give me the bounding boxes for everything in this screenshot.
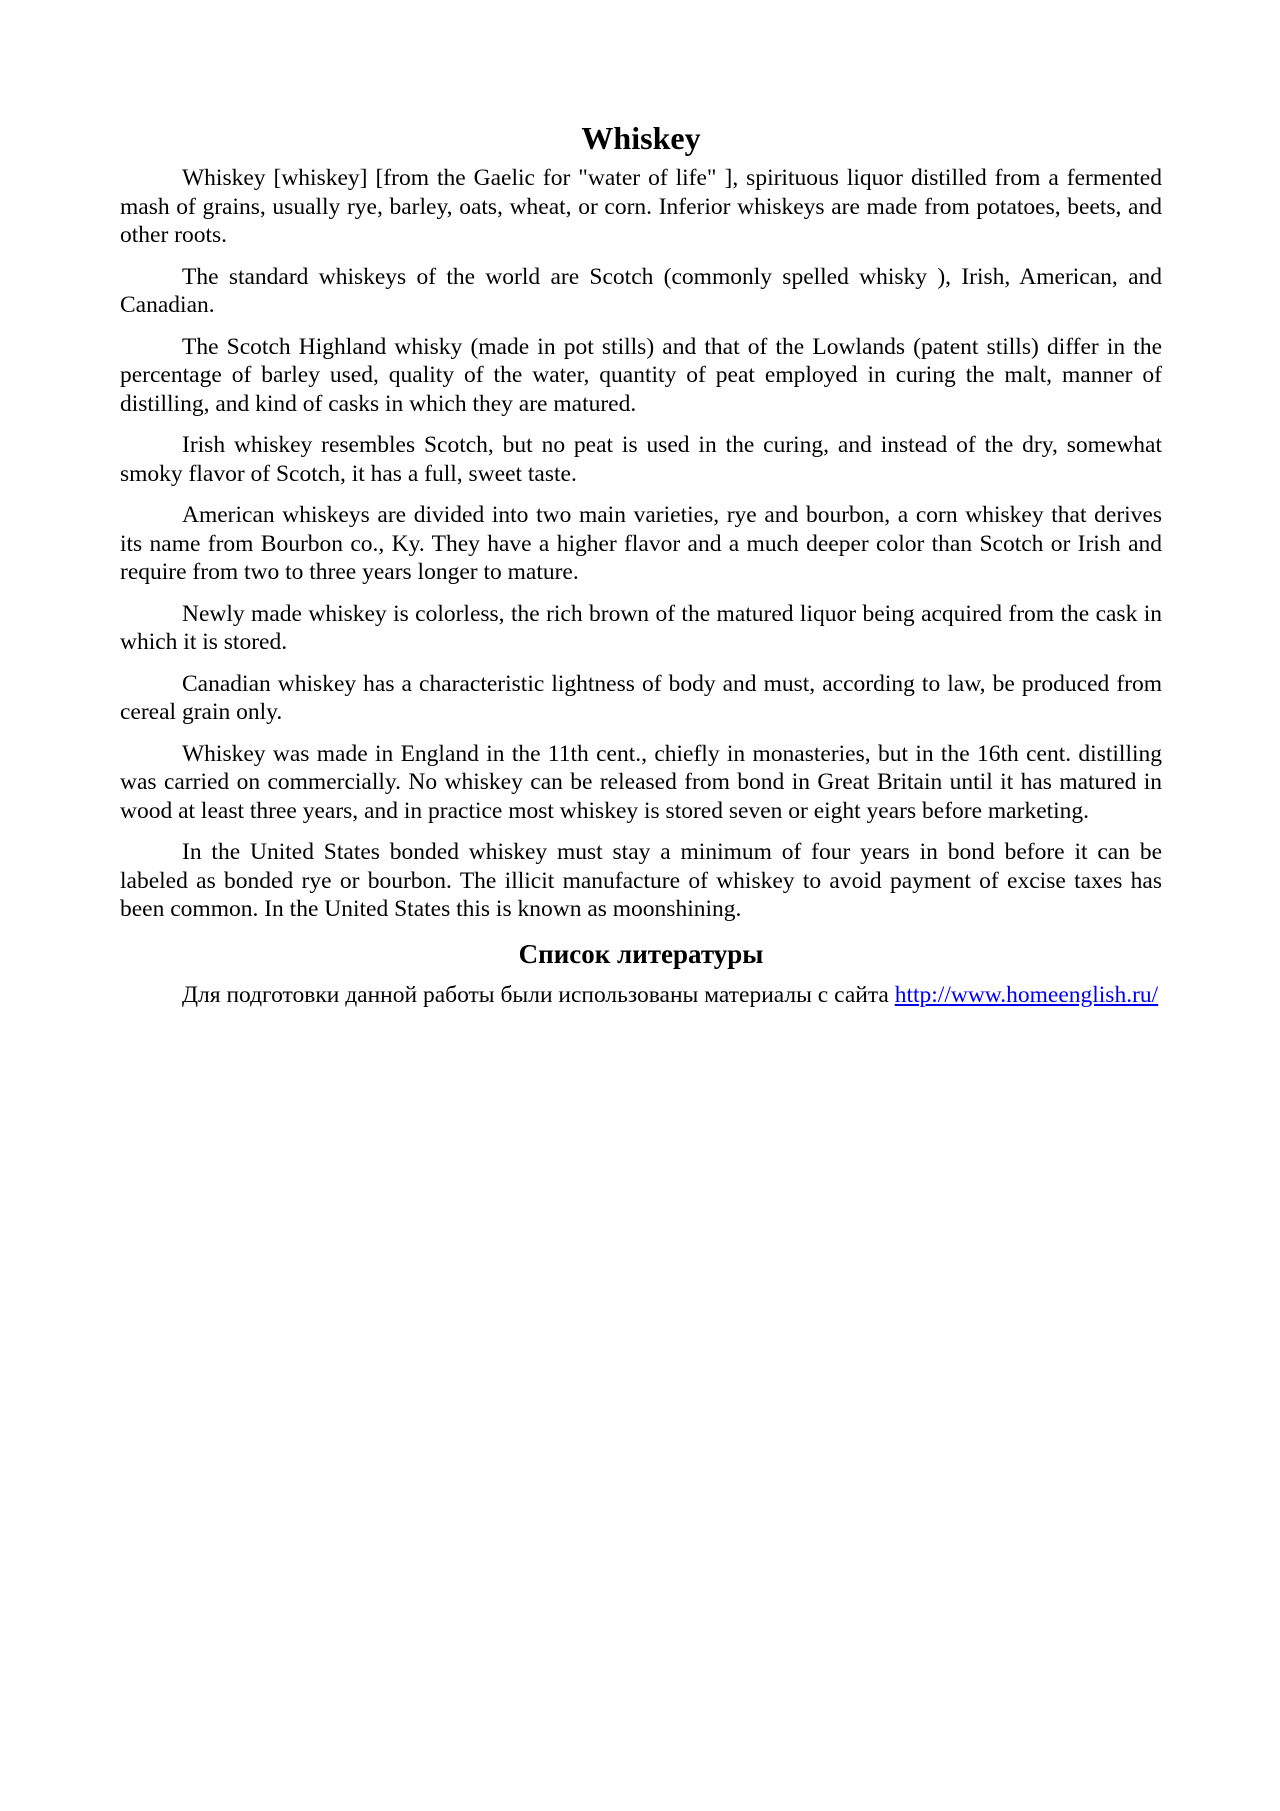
paragraph-irish: Irish whiskey resembles Scotch, but no peat is used in the curing, and instead of the dry, somewhat smoky flavor of Scotch, it has a full, sweet taste.: [120, 432, 1162, 487]
paragraph-canadian: Canadian whiskey has a characteristic lightness of body and must, according to law, be produced from cereal grain only.: [120, 670, 1162, 725]
paragraph-england: Whiskey was made in England in the 11th cent., chiefly in monasteries, but in the 16th cent. distilling was carried on commercially. No whiskey can be released from bond in Great Britain until it has matured in wood at least three years, and in practice most whiskey is stored seven or eight years before marketing.: [120, 740, 1162, 824]
paragraph-united-states: In the United States bonded whiskey must stay a minimum of four years in bond before it can be labeled as bonded rye or bourbon. The illicit manufacture of whiskey to avoid payment of excise taxes has been common. In the United States this is known as moonshining.: [120, 839, 1162, 922]
paragraph-newly-made: Newly made whiskey is colorless, the rich brown of the matured liquor being acquired from the cask in which it is stored.: [120, 600, 1162, 655]
paragraph-american: American whiskeys are divided into two main varieties, rye and bourbon, a corn whiskey that derives its name from Bourbon co., Ky. They have a higher flavor and a much deeper color than Scotch or Irish and require from two to three years longer to mature.: [120, 502, 1162, 585]
references-link[interactable]: http://www.homeenglish.ru/: [894, 981, 1159, 1008]
paragraph-scotch: The Scotch Highland whisky (made in pot stills) and that of the Lowlands (patent stills) differ in the percentage of barley used, quality of the water, quantity of peat employed in curing the malt, manner of distilling, and kind of casks in which they are matured.: [120, 333, 1162, 417]
references-text: Для подготовки данной работы были использованы материалы с сайта: [182, 981, 895, 1008]
paragraph-standard-whiskeys: The standard whiskeys of the world are Scotch (commonly spelled whisky ), Irish, American, and Canadian.: [120, 263, 1162, 318]
document-title: Whiskey: [581, 120, 701, 156]
references-paragraph: [120, 981, 1162, 1010]
document-page: [120, 118, 1162, 1022]
paragraph-intro: Whiskey [whiskey] [from the Gaelic for "water of life" ], spirituous liquor distilled from a fermented mash of grains, usually rye, barley, oats, wheat, or corn. Inferior whiskeys are made from potatoes, beets, and other roots.: [120, 165, 1162, 248]
references-title: Список литературы: [518, 938, 764, 969]
